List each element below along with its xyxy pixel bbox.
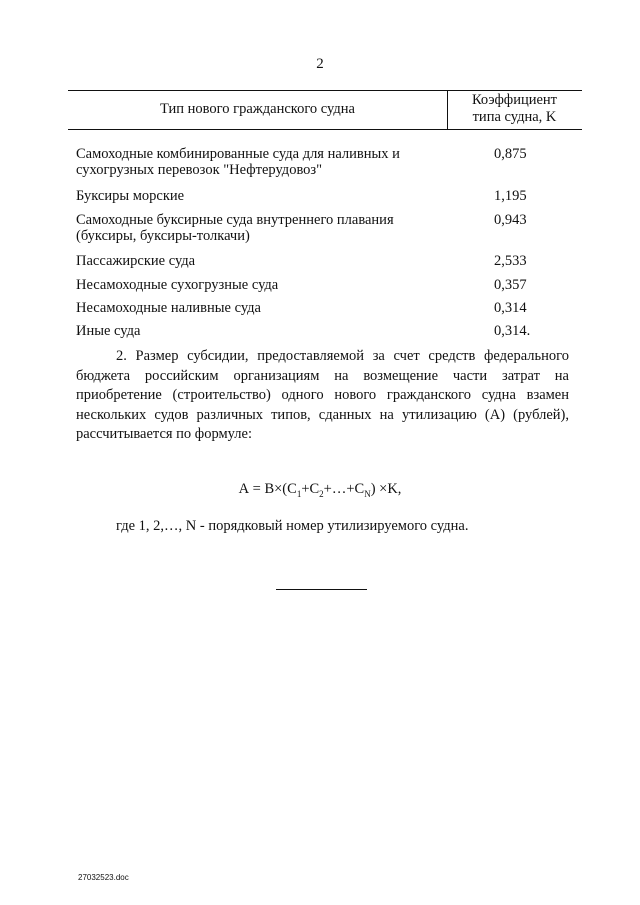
row-vessel-type: Несамоходные сухогрузные суда — [76, 277, 279, 293]
row-vessel-type: Иные суда — [76, 323, 141, 339]
row-coefficient: 0,875 — [494, 146, 527, 162]
formula-mid: +…+С — [323, 481, 365, 497]
table-header-rule — [68, 129, 582, 130]
row-vessel-type: Пассажирские суда — [76, 253, 196, 269]
formula-rhs: ) ×K, — [370, 481, 402, 497]
row-coefficient: 0,314. — [494, 323, 531, 339]
formula-explanation: где 1, 2,…, N - порядковый номер утилизируемого судна. — [116, 518, 469, 534]
page-number: 2 — [316, 56, 324, 72]
table-header-coefficient — [447, 92, 582, 126]
subsidy-formula — [0, 481, 640, 499]
formula-sub-n: N — [364, 488, 371, 499]
row-vessel-type: Самоходные комбинированные суда для наливных и сухогрузных перевозок "Нефтерудовоз" — [76, 146, 400, 178]
footer-filename: 27032523.doc — [78, 873, 129, 882]
table-top-rule — [68, 90, 582, 91]
end-rule — [276, 589, 367, 590]
table-header-coefficient-line1: Коэффициент — [471, 92, 558, 108]
row-coefficient: 0,943 — [494, 212, 527, 228]
row-coefficient: 2,533 — [494, 253, 527, 269]
formula-lhs: А = В×(С — [238, 481, 297, 497]
formula-sub-2: 2 — [319, 488, 324, 499]
row-vessel-type: Самоходные буксирные суда внутреннего плавания (буксиры, буксиры-толкачи) — [76, 212, 394, 244]
subsidy-paragraph: 2. Размер субсидии, предоставляемой за счет средств федерального бюджета российским организациям на возмещение части затрат на приобретение (строительство) одного нового гражданского судна взамен нескольких судов различных типов, сданных на утилизацию (А) (рублей), рассчитывается по формуле: — [76, 348, 569, 442]
table-header-coefficient-line2: типа судна, K — [472, 109, 557, 125]
row-vessel-type: Буксиры морские — [76, 188, 185, 204]
row-coefficient: 0,357 — [494, 277, 527, 293]
table-header-type: Тип нового гражданского судна — [160, 101, 355, 117]
formula-sub-1: 1 — [296, 488, 302, 499]
formula-plus-1: +С — [301, 481, 320, 497]
row-coefficient: 0,314 — [494, 300, 527, 316]
row-coefficient: 1,195 — [494, 188, 527, 204]
row-vessel-type: Несамоходные наливные суда — [76, 300, 261, 316]
